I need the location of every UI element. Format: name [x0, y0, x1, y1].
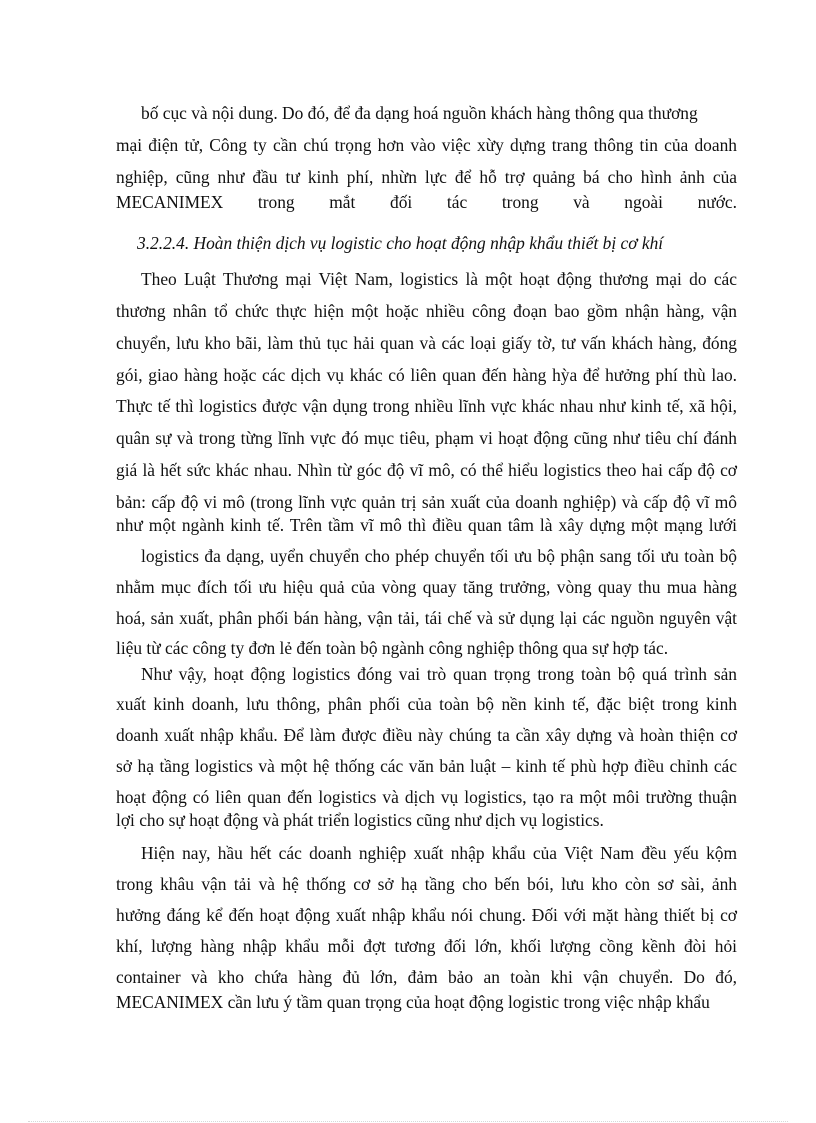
paragraph-line: lợi cho sự hoạt động và phát triển logistics cũng như dịch vụ logistics. — [116, 810, 604, 830]
paragraph-line: Hiện nay, hầu hết các doanh nghiệp xuất nhập khẩu của Việt Nam đều yếu kộm — [141, 843, 737, 863]
paragraph-line: Như vậy, hoạt động logistics đóng vai trò quan trọng trong toàn bộ quá trình sản — [141, 664, 737, 684]
paragraph-line: giá là hết sức khác nhau. Nhìn từ góc độ vĩ mô, có thể hiểu logistics theo hai cấp độ cơ — [116, 460, 737, 480]
paragraph-line: hưởng đáng kể đến hoạt động xuất nhập khẩu nói chung. Đối với mặt hàng thiết bị cơ — [116, 905, 737, 925]
paragraph-line: trong khâu vận tải và hệ thống cơ sở hạ tầng cho bến bói, lưu kho còn sơ sài, ảnh — [116, 874, 737, 894]
paragraph-line: sở hạ tầng logistics và một hệ thống các văn bản luật – kinh tế phù hợp điều chỉnh các — [116, 756, 737, 776]
paragraph-line: MECANIMEX cần lưu ý tầm quan trọng của hoạt động logistic trong việc nhập khẩu — [116, 992, 710, 1012]
paragraph-line: chuyển, lưu kho bãi, làm thủ tục hải quan và các loại giấy tờ, tư vấn khách hàng, đóng — [116, 333, 737, 353]
paragraph-line: gói, giao hàng hoặc các dịch vụ khác có liên quan đến hàng hỳa để hưởng phí thù lao. — [116, 365, 737, 385]
paragraph-line: hoá, sản xuất, phân phối bán hàng, vận tải, tái chế và sử dụng lại các nguồn nguyên vật — [116, 608, 737, 628]
paragraph-line: nhằm mục đích tối ưu hiệu quả của vòng quay tăng trưởng, vòng quay thu mua hàng — [116, 577, 737, 597]
paragraph-line: MECANIMEX trong mắt đối tác trong và ngoài nước. — [116, 192, 737, 212]
page-bottom-divider — [28, 1121, 788, 1122]
paragraph-line: thương nhân tổ chức thực hiện một hoặc nhiều công đoạn bao gồm nhận hàng, vận — [116, 301, 737, 321]
paragraph-line: xuất kinh doanh, lưu thông, phân phối của toàn bộ nền kinh tế, đặc biệt trong kinh — [116, 694, 737, 714]
paragraph-line: như một ngành kinh tế. Trên tầm vĩ mô thì điều quan tâm là xây dựng một mạng lưới — [116, 515, 737, 535]
paragraph-line: container và kho chứa hàng đủ lớn, đảm bảo an toàn khi vận chuyển. Do đó, — [116, 967, 737, 987]
paragraph-line: Thực tế thì logistics được vận dụng trong nhiều lĩnh vực khác nhau như kinh tế, xã hội, — [116, 396, 737, 416]
section-heading: 3.2.2.4. Hoàn thiện dịch vụ logistic cho hoạt động nhập khẩu thiết bị cơ khí — [137, 233, 664, 253]
paragraph-line: liệu từ các công ty đơn lẻ đến toàn bộ ngành công nghiệp thông qua sự hợp tác. — [116, 638, 669, 658]
paragraph-line: quân sự và trong từng lĩnh vực đó mục tiêu, phạm vi hoạt động cũng như tiêu chí đánh — [116, 428, 737, 448]
paragraph-line: mại điện tử, Công ty cần chú trọng hơn vào việc xừy dựng trang thông tin của doanh — [116, 135, 737, 155]
paragraph-line: hoạt động có liên quan đến logistics và dịch vụ logistics, tạo ra một môi trường thuận — [116, 787, 737, 807]
paragraph-line: bản: cấp độ vi mô (trong lĩnh vực quản trị sản xuất của doanh nghiệp) và cấp độ vĩ mô — [116, 492, 737, 512]
paragraph-line: nghiệp, cũng như đầu tư kinh phí, nhừn lực để hỗ trợ quảng bá cho hình ảnh của — [116, 167, 737, 187]
paragraph-line: logistics đa dạng, uyển chuyển cho phép chuyển tối ưu bộ phận sang tối ưu toàn bộ — [141, 546, 737, 566]
paragraph-line: khí, lượng hàng nhập khẩu mỗi đợt tương đối lớn, khối lượng cồng kềnh đòi hỏi — [116, 936, 737, 956]
paragraph-line: bố cục và nội dung. Do đó, để đa dạng hoá nguồn khách hàng thông qua thương — [141, 103, 698, 123]
paragraph-line: doanh xuất nhập khẩu. Để làm được điều này chúng ta cần xây dựng và hoàn thiện cơ — [116, 725, 737, 745]
paragraph-line: Theo Luật Thương mại Việt Nam, logistics là một hoạt động thương mại do các — [141, 269, 737, 289]
